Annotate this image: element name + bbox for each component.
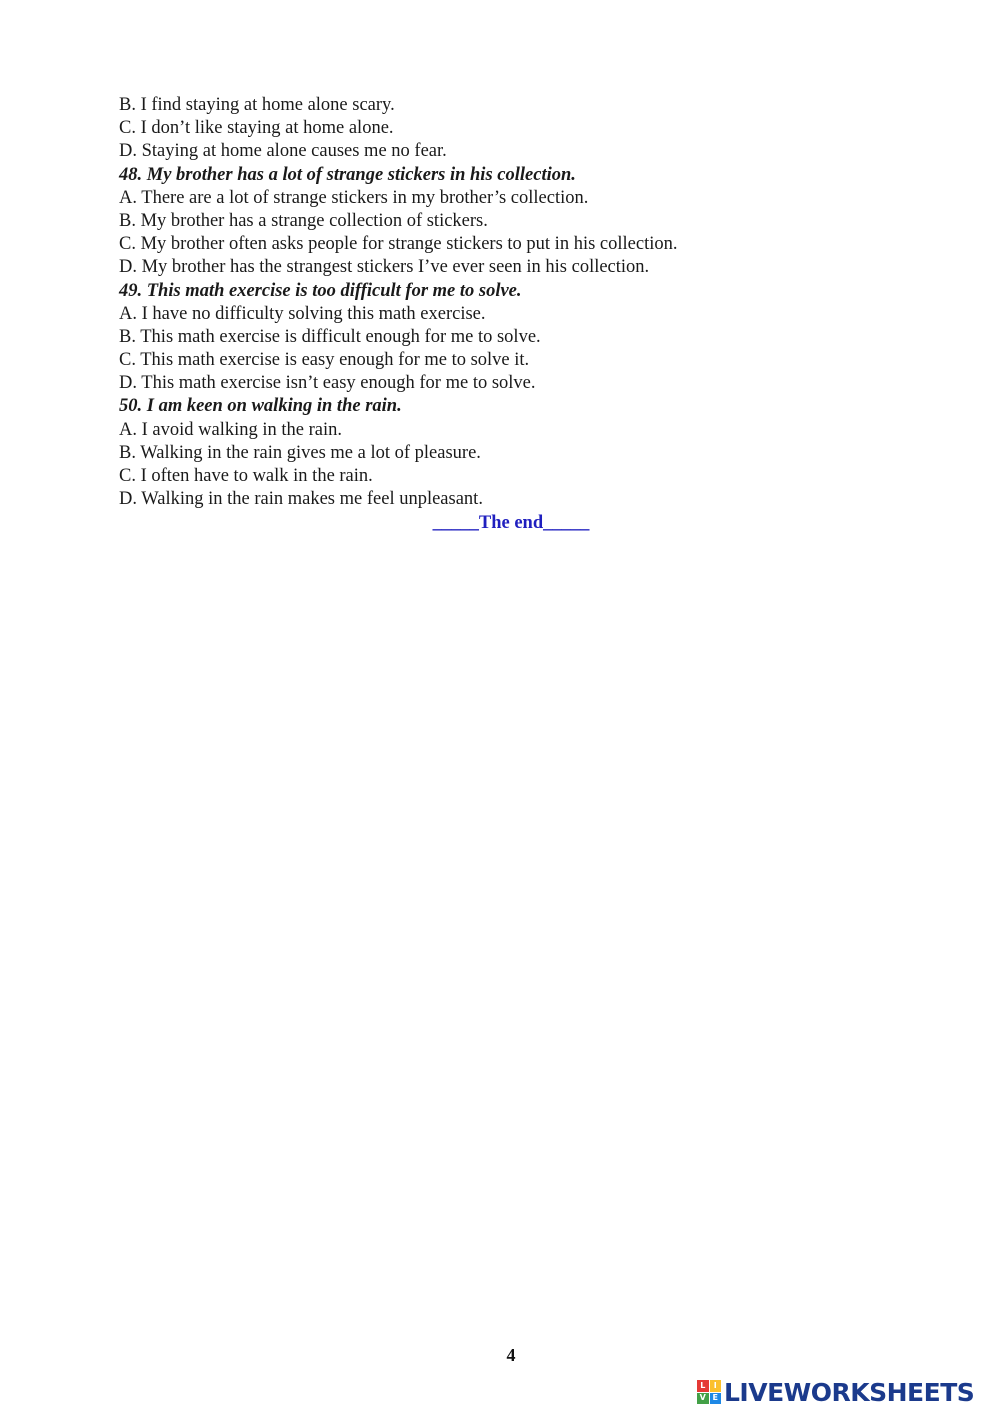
option-48-b: B. My brother has a strange collection of stickers. bbox=[119, 210, 488, 231]
page-number: 4 bbox=[506, 1345, 516, 1365]
line-d-1: D. Staying at home alone causes me no fear. bbox=[119, 141, 447, 162]
option-50-a: A. I avoid walking in the rain. bbox=[119, 419, 342, 440]
option-48-a: A. There are a lot of strange stickers in my brother’s collection. bbox=[119, 187, 589, 208]
option-50-d: D. Walking in the rain makes me feel unpleasant. bbox=[119, 489, 483, 510]
liveworksheets-brand[interactable] bbox=[697, 1377, 974, 1407]
option-49-c: C. This math exercise is easy enough for me to solve it. bbox=[119, 350, 530, 371]
option-50-c: C. I often have to walk in the rain. bbox=[119, 466, 373, 486]
option-48-c: C. My brother often asks people for strange stickers to put in his collection. bbox=[119, 234, 678, 255]
logo-letter: E bbox=[710, 1393, 722, 1405]
logo-letter: I bbox=[710, 1380, 722, 1392]
brand-name: LIVEWORKSHEETS bbox=[724, 1377, 975, 1407]
line-b-1: B. I find staying at home alone scary. bbox=[119, 95, 395, 115]
liveworksheets-logo-icon bbox=[697, 1380, 721, 1404]
line-c-1: C. I don’t like staying at home alone. bbox=[119, 118, 394, 139]
option-50-b: B. Walking in the rain gives me a lot of pleasure. bbox=[119, 442, 481, 463]
option-49-b: B. This math exercise is difficult enough for me to solve. bbox=[119, 326, 541, 347]
logo-letter: L bbox=[697, 1380, 709, 1392]
worksheet-content bbox=[119, 94, 879, 511]
option-49-a: A. I have no difficulty solving this math exercise. bbox=[119, 303, 486, 324]
logo-letter: V bbox=[697, 1393, 709, 1405]
question-48: 48. My brother has a lot of strange stickers in his collection. bbox=[119, 164, 576, 185]
the-end-text: _____The end_____ bbox=[432, 513, 590, 533]
question-49: 49. This math exercise is too difficult for me to solve. bbox=[119, 280, 522, 301]
option-49-d: D. This math exercise isn’t easy enough for me to solve. bbox=[119, 373, 536, 394]
question-50: 50. I am keen on walking in the rain. bbox=[119, 396, 402, 417]
option-48-d: D. My brother has the strangest stickers I’ve ever seen in his collection. bbox=[119, 257, 650, 278]
